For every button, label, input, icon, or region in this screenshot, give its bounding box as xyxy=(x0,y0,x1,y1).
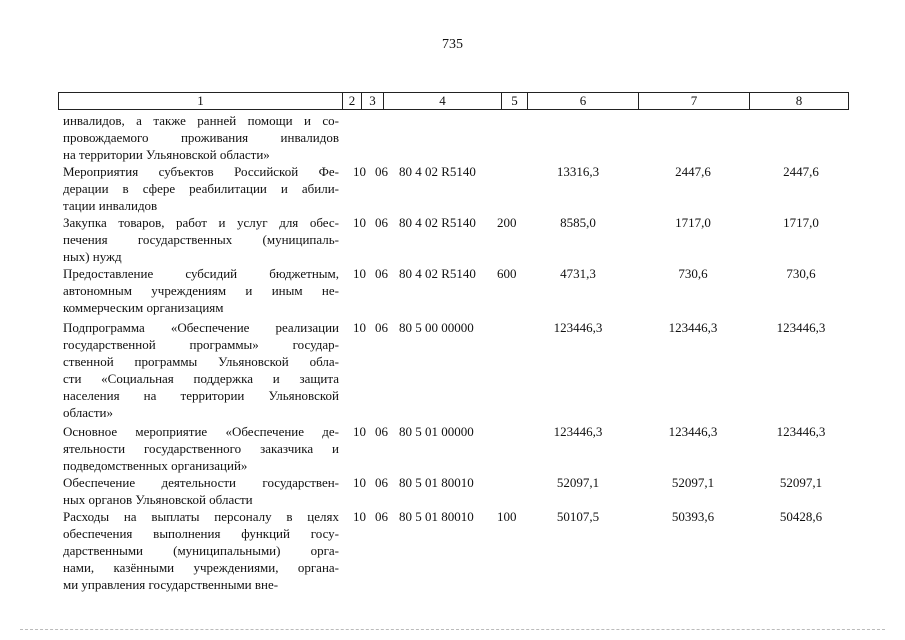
subsection-code: 06 xyxy=(375,320,388,335)
amount-col-6: 52097,1 xyxy=(556,475,600,490)
amount-col-6: 50107,5 xyxy=(556,509,600,524)
description-line: ственной программы Ульяновской обла- xyxy=(63,354,339,369)
description-line: ных) нужд xyxy=(63,249,122,264)
amount-col-7: 123446,3 xyxy=(668,320,718,335)
subsection-code: 06 xyxy=(375,509,388,524)
description-line: ми управления государственными вне- xyxy=(63,577,279,592)
expense-type-code: 600 xyxy=(497,266,517,281)
header-col-2: 2 xyxy=(343,93,362,109)
subsection-code: 06 xyxy=(375,266,388,281)
description-line: населения на территории Ульяновской xyxy=(63,388,339,403)
row-description xyxy=(63,508,339,593)
description-line: Закупка товаров, работ и услуг для обес- xyxy=(63,215,339,230)
description-line: нами, казёнными учреждениями, органа- xyxy=(63,560,339,575)
header-col-1: 1 xyxy=(59,93,343,109)
amount-col-7: 50393,6 xyxy=(671,509,715,524)
target-article-code: 80 5 00 00000 xyxy=(399,320,474,335)
amount-col-6: 123446,3 xyxy=(553,424,603,439)
description-line: провождаемого проживания инвалидов xyxy=(63,130,339,145)
description-line: ятельности государственного заказчика и xyxy=(63,441,339,456)
amount-col-7: 1717,0 xyxy=(675,215,711,230)
subsection-code: 06 xyxy=(375,215,388,230)
description-line: дерации в сфере реабилитации и абили- xyxy=(63,181,339,196)
subsection-code: 06 xyxy=(375,424,388,439)
row-description xyxy=(63,423,339,474)
section-code: 10 xyxy=(353,320,366,335)
description-line: Обеспечение деятельности государствен- xyxy=(63,475,339,490)
section-code: 10 xyxy=(353,215,366,230)
target-article-code: 80 5 01 00000 xyxy=(399,424,474,439)
section-code: 10 xyxy=(353,509,366,524)
page-number: 735 xyxy=(442,37,463,52)
amount-col-7: 123446,3 xyxy=(668,424,718,439)
amount-col-7: 2447,6 xyxy=(675,164,711,179)
amount-col-7: 52097,1 xyxy=(671,475,715,490)
row-description xyxy=(63,112,339,163)
description-line: сти «Социальная поддержка и защита xyxy=(63,371,339,386)
description-line: Предоставление субсидий бюджетным, xyxy=(63,266,339,281)
target-article-code: 80 5 01 80010 xyxy=(399,509,474,524)
description-line: Мероприятия субъектов Российской Фе- xyxy=(63,164,339,179)
description-line: Расходы на выплаты персоналу в целях xyxy=(63,509,339,524)
row-description xyxy=(63,319,339,421)
subsection-code: 06 xyxy=(375,164,388,179)
description-line: области» xyxy=(63,405,113,420)
description-line: коммерческим организациям xyxy=(63,300,224,315)
description-line: ных органов Ульяновской области xyxy=(63,492,253,507)
section-code: 10 xyxy=(353,266,366,281)
description-line: тации инвалидов xyxy=(63,198,158,213)
row-description xyxy=(63,474,339,508)
description-line: Основное мероприятие «Обеспечение де- xyxy=(63,424,339,439)
amount-col-6: 4731,3 xyxy=(560,266,596,281)
table-header xyxy=(58,92,849,110)
section-code: 10 xyxy=(353,475,366,490)
row-description xyxy=(63,163,339,214)
header-col-6: 6 xyxy=(528,93,639,109)
section-code: 10 xyxy=(353,164,366,179)
target-article-code: 80 5 01 80010 xyxy=(399,475,474,490)
amount-col-8: 123446,3 xyxy=(776,424,826,439)
description-line: обеспечения выполнения функций госу- xyxy=(63,526,339,541)
target-article-code: 80 4 02 R5140 xyxy=(399,266,476,281)
header-col-4: 4 xyxy=(384,93,502,109)
amount-col-8: 1717,0 xyxy=(783,215,819,230)
page-bottom-edge xyxy=(20,629,885,630)
header-col-8: 8 xyxy=(795,93,803,108)
amount-col-6: 8585,0 xyxy=(560,215,596,230)
amount-col-8: 730,6 xyxy=(786,266,816,281)
description-line: Подпрограмма «Обеспечение реализации xyxy=(63,320,339,335)
target-article-code: 80 4 02 R5140 xyxy=(399,215,476,230)
amount-col-6: 123446,3 xyxy=(553,320,603,335)
description-line: печения государственных (муниципаль- xyxy=(63,232,339,247)
expense-type-code: 100 xyxy=(497,509,517,524)
target-article-code: 80 4 02 R5140 xyxy=(399,164,476,179)
description-line: государственной программы» государ- xyxy=(63,337,339,352)
description-line: инвалидов, а также ранней помощи и со- xyxy=(63,113,339,128)
description-line: автономным учреждениям и иным не- xyxy=(63,283,339,298)
amount-col-8: 123446,3 xyxy=(776,320,826,335)
description-line: дарственными (муниципальными) орга- xyxy=(63,543,339,558)
header-col-7: 7 xyxy=(639,93,750,109)
amount-col-8: 2447,6 xyxy=(783,164,819,179)
amount-col-7: 730,6 xyxy=(678,266,708,281)
expense-type-code: 200 xyxy=(497,215,517,230)
row-description xyxy=(63,265,339,316)
description-line: на территории Ульяновской области» xyxy=(63,147,270,162)
amount-col-6: 13316,3 xyxy=(556,164,600,179)
amount-col-8: 52097,1 xyxy=(779,475,823,490)
amount-col-8: 50428,6 xyxy=(779,509,823,524)
section-code: 10 xyxy=(353,424,366,439)
row-description xyxy=(63,214,339,265)
description-line: подведомственных организаций» xyxy=(63,458,248,473)
header-col-5: 5 xyxy=(502,93,528,109)
subsection-code: 06 xyxy=(375,475,388,490)
header-col-3: 3 xyxy=(362,93,384,109)
